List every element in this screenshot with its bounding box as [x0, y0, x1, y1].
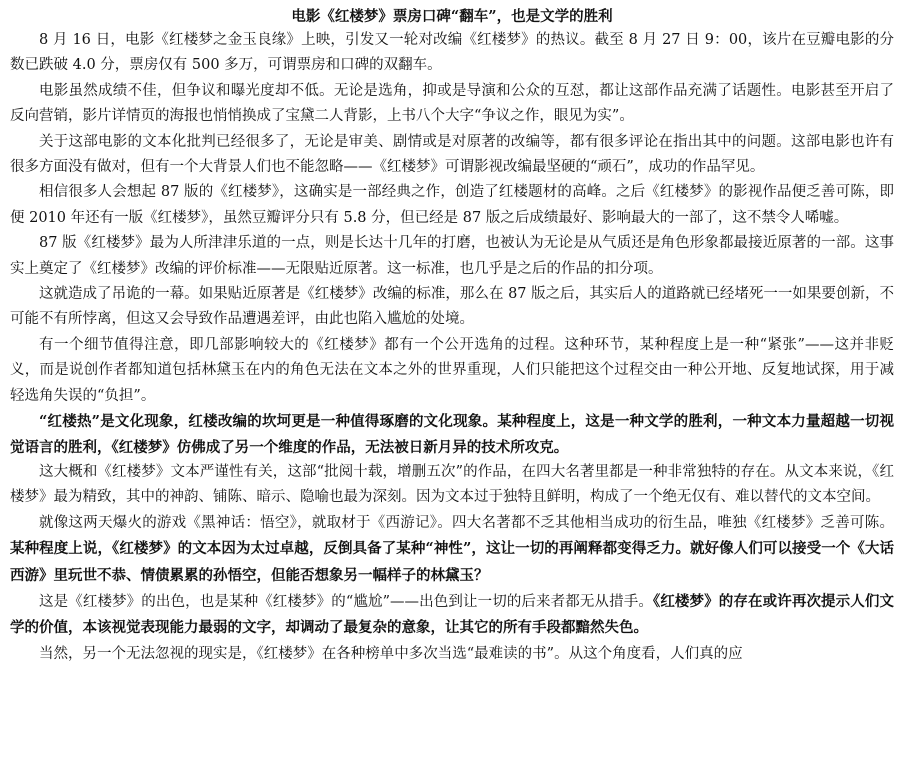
text-run: 关于这部电影的文本化批判已经很多了，无论是审美、剧情或是对原著的改编等，都有很多评论在指出其中的问题。这部电影也许有很多方面没有做对，但有一个大背景人们也不能忽略——《红楼梦》可谓影视改编最坚硬的“顽石”，成功的作品罕见。 [10, 133, 894, 176]
text-run: 有一个细节值得注意，即几部影响较大的《红楼梦》都有一个公开选角的过程。这种环节，某种程度上是一种“紧张”——这并非贬义，而是说创作者都知道包括林黛玉在内的角色无法在文本之外的世界重现，人们只能把这个过程交由一种公开地、反复地试探，用于减轻选角失误的“负担”。 [10, 336, 894, 404]
paragraph [10, 460, 894, 511]
text-run: 87 版《红楼梦》最为人所津津乐道的一点，则是长达十几年的打磨，也被认为无论是从气质还是角色形象都最接近原著的一部。这事实上奠定了《红楼梦》改编的评价标准——无限贴近原著。这一标准，也几乎是之后的作品的扣分项。 [10, 235, 894, 277]
text-run: 电影虽然成绩不佳，但争议和曝光度却不低。无论是选角，抑或是导演和公众的互怼，都让这部作品充满了话题性。电影甚至开启了反向营销，影片详情页的海报也悄悄换成了宝黛二人背影，上书八个大字“争议之作，眼见为实”。 [10, 82, 894, 125]
text-run: 这大概和《红楼梦》文本严谨性有关，这部“批阅十载，增删五次”的作品，在四大名著里都是一种非常独特的存在。从文本来说，《红楼梦》最为精致，其中的神韵、铺陈、暗示、隐喻也最为深刻。因为文本过于独特且鲜明，构成了一个绝无仅有、难以替代的文本空间。 [10, 463, 894, 506]
text-run: 就像这两天爆火的游戏《黑神话：悟空》，就取材于《西游记》。四大名著都不乏其他相当成功的衍生品，唯独《红楼梦》乏善可陈。 [39, 514, 894, 531]
bold-text-run: “红楼热”是文化现象，红楼改编的坎坷更是一种值得琢磨的文化现象。某种程度上，这是一种文学的胜利，一种文本力量超越一切视觉语言的胜利，《红楼梦》仿佛成了另一个维度的作品，无法被日新月异的技术所攻克。 [10, 413, 894, 456]
paragraph [10, 79, 894, 130]
paragraph [10, 589, 894, 642]
bold-text-run: 某种程度上说，《红楼梦》的文本因为太过卓越，反倒具备了某种“神性”，这让一切的再阐释都变得乏力。就好像人们可以接受一个《大话西游》里玩世不恭、情债累累的孙悟空，但能否想象另一幅样子的林黛玉？ [10, 540, 894, 584]
paragraph [10, 409, 894, 460]
bold-text-run: 《红楼梦》的存在或许再次提示人们文学的价值，本该视觉表现能力最弱的文字，却调动了最复杂的意象，让其它的所有手段都黯然失色。 [10, 592, 895, 637]
text-run: 当然，另一个无法忽视的现实是，《红楼梦》在各种榜单中多次当选“最难读的书”。从这个角度看，人们真的应 [39, 645, 743, 662]
article-body [10, 28, 894, 667]
paragraph [10, 282, 894, 333]
paragraph [10, 180, 894, 231]
paragraph [10, 130, 894, 181]
text-run: 这就造成了吊诡的一幕。如果贴近原著是《红楼梦》改编的标准，那么在 87 版之后，其实后人的道路就已经堵死一一如果要创新，不可能不有所悖离，但这又会导致作品遭遇差评，由此也陷入尴尬的处境。 [10, 286, 894, 328]
paragraph [10, 231, 894, 282]
paragraph [10, 28, 894, 79]
article-title: 电影《红楼梦》票房口碑“翻车”，也是文学的胜利 [291, 8, 613, 25]
paragraph [10, 511, 894, 589]
text-run: 这是《红楼梦》的出色，也是某种《红楼梦》的“尴尬”——出色到让一切的后来者都无从措手。 [39, 593, 653, 610]
paragraph [10, 333, 894, 409]
text-run: 相信很多人会想起 87 版的《红楼梦》，这确实是一部经典之作，创造了红楼题材的高峰。之后《红楼梦》的影视作品便乏善可陈，即便 2010 年还有一版《红楼梦》，虽然豆瓣评分只有 5.8 分，但已经是 87 版之后成绩最好、影响最大的一部了，这不禁令人唏嘘。 [10, 184, 894, 226]
paragraph [10, 642, 894, 667]
text-run: 8 月 16 日，电影《红楼梦之金玉良缘》上映，引发又一轮对改编《红楼梦》的热议。截至 8 月 27 日 9：00，该片在豆瓣电影的分数已跌破 4.0 分，票房仅有 500 多万，可谓票房和口碑的双翻车。 [10, 32, 894, 74]
